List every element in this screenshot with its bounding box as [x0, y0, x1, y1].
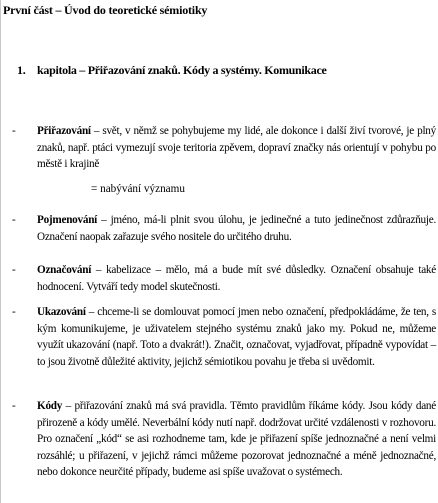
- term: Kódy: [37, 400, 63, 412]
- bullet-dash: -: [12, 264, 16, 276]
- bullet-dash: -: [12, 125, 16, 137]
- definition: – kabelizace – mělo, má a bude mít své důsledky. Označení obsahuje také hodnocení. Vytváří tedy model skutečnosti.: [37, 264, 436, 293]
- term: Označování: [37, 264, 92, 276]
- list-item-text: [37, 262, 436, 295]
- definition: – svět, v němž se pohybujeme my lidé, ale dokonce i další živí tvorové, je plný znaků, např. ptáci vymezují svoje teritoria zpěvem, dopraví značky nás orientují v pohybu po městě i krajině: [37, 125, 436, 171]
- definition: – chceme-li se domlouvat pomocí jmen nebo označení, předpokládáme, že ten, s kým komunikujeme, je uživatelem stejného systému znaků jako my. Pokud ne, můžeme využít ukazování (např. Toto a dvakrát!). Značit, označovat, vyjadřovat, případně vypovídat – to jsou životně důležité aktivity, jejichž sémiotikou povahu je třeba si uvědomit.: [37, 306, 436, 368]
- definition: – jméno, má-li plnit svou úlohu, je jedinečné a tuto jedinečnost zdůrazňuje. Označení naopak zařazuje svého nositele do určitého druhu.: [37, 214, 436, 243]
- bullet-dash: -: [12, 306, 16, 318]
- chapter-number: 1.: [17, 63, 26, 77]
- term: Pojmenování: [37, 214, 98, 226]
- term: Přiřazování: [37, 125, 91, 137]
- list-item-text: [37, 398, 436, 481]
- bullet-dash: -: [12, 214, 16, 226]
- part-title: První část – Úvod do teoretické sémiotiky: [3, 3, 208, 17]
- list-item-pojmenovani: [12, 212, 436, 245]
- list-item-kody: [12, 398, 436, 481]
- meaning-line: = nabývání významu: [91, 183, 185, 195]
- chapter-title: kapitola – Přiřazování znaků. Kódy a systémy. Komunikace: [37, 63, 327, 77]
- chapter-heading: [17, 63, 327, 78]
- term: Ukazování: [37, 306, 86, 318]
- list-item-text: [37, 123, 436, 173]
- list-item-prirazovani: [12, 123, 436, 173]
- list-item-ukazovani: [12, 304, 436, 370]
- bullet-dash: -: [12, 400, 16, 412]
- definition: – přiřazování znaků má svá pravidla. Těmto pravidlům říkáme kódy. Jsou kódy dané přirozeně a kódy umělé. Neverbální kódy nutí např. dodržovat určité vzdálenosti v rozhovoru. Pro označení „kód“ se asi rozhodneme tam, kde je přiřazení spíše jednoznačné a není velmi rozsáhlé; u přiřazení, v jejichž rámci můžeme pozorovat jednoznačné a méně jednoznačné, nebo dokonce neurčité případy, budeme asi spíše uvažovat o systémech.: [37, 400, 436, 479]
- list-item-oznacovani: [12, 262, 436, 295]
- list-item-text: [37, 304, 436, 370]
- list-item-text: [37, 212, 436, 245]
